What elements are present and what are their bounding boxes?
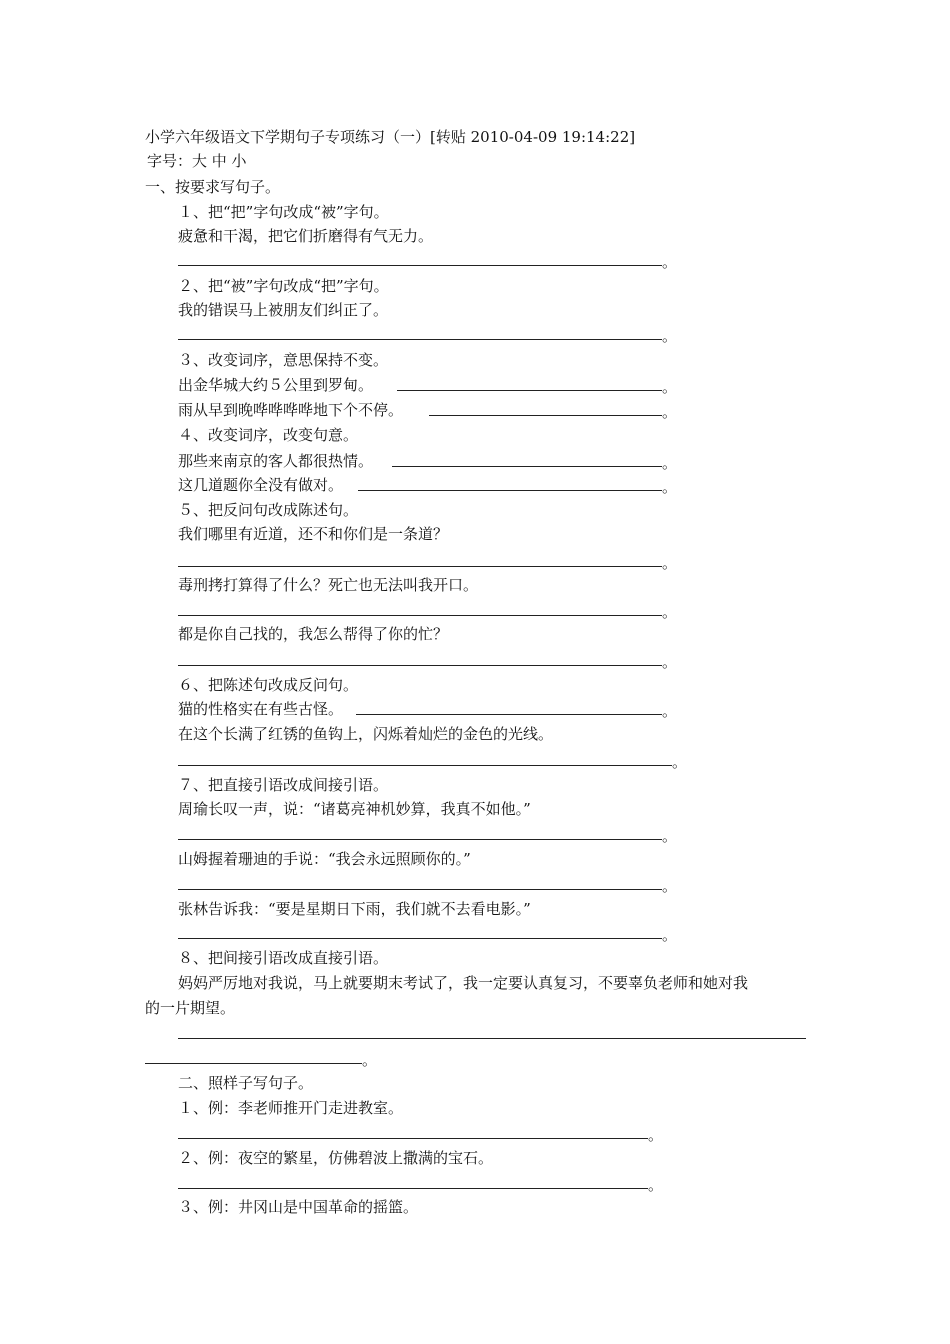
- q4-answer-line-b: [358, 490, 662, 491]
- q3-sentence-a: 出金华城大约５公里到罗甸。: [178, 376, 374, 394]
- q5-sentence-a: 我们哪里有近道，还不和你们是一条道？: [178, 525, 449, 543]
- q8-sentence-line2: 的一片期望。: [145, 999, 236, 1017]
- q5-answer-line-c: [178, 665, 662, 666]
- q6-sentence-b: 在这个长满了红锈的鱼钩上，闪烁着灿烂的金色的光线。: [178, 725, 554, 743]
- q6-period-a: 。: [662, 702, 678, 720]
- q5-instruction: ５、把反问句改成陈述句。: [178, 501, 359, 519]
- s2-q1-answer-line: [178, 1138, 648, 1139]
- q4-period-a: 。: [662, 454, 678, 472]
- s2-q2-period: 。: [648, 1176, 664, 1194]
- s2-q2-example: ２、例：夜空的繁星，仿佛碧波上撒满的宝石。: [178, 1149, 494, 1167]
- s2-q2-answer-line: [178, 1188, 648, 1189]
- q1-answer-line: [178, 265, 662, 266]
- q4-answer-line-a: [392, 466, 662, 467]
- q7-sentence-c: 张林告诉我：“要是星期日下雨，我们就不去看电影。”: [178, 900, 531, 918]
- q3-answer-line-b: [429, 415, 662, 416]
- font-size-selector[interactable]: 字号：大 中 小: [147, 152, 247, 170]
- q7-period-a: 。: [662, 827, 678, 845]
- q6-instruction: ６、把陈述句改成反问句。: [178, 676, 359, 694]
- q8-period: 。: [362, 1051, 378, 1069]
- s2-q1-example: １、例：李老师推开门走进教室。: [178, 1099, 404, 1117]
- q7-period-c: 。: [662, 926, 678, 944]
- q2-sentence: 我的错误马上被朋友们纠正了。: [178, 301, 389, 319]
- q5-period-a: 。: [662, 554, 678, 572]
- q5-sentence-c: 都是你自己找的，我怎么帮得了你的忙？: [178, 625, 449, 643]
- q6-answer-line-b: [178, 765, 672, 766]
- q3-period-b: 。: [662, 403, 678, 421]
- q7-instruction: ７、把直接引语改成间接引语。: [178, 776, 389, 794]
- q4-instruction: ４、改变词序，改变句意。: [178, 426, 359, 444]
- q5-period-b: 。: [662, 603, 678, 621]
- s2-q1-period: 。: [648, 1126, 664, 1144]
- q3-period-a: 。: [662, 378, 678, 396]
- q1-instruction: １、把“把”字句改成“被”字句。: [178, 203, 389, 221]
- q8-instruction: ８、把间接引语改成直接引语。: [178, 949, 389, 967]
- q5-answer-line-b: [178, 615, 662, 616]
- q7-answer-line-c: [178, 938, 662, 939]
- section-1-heading: 一、按要求写句子。: [145, 178, 281, 196]
- q5-answer-line-a: [178, 566, 662, 567]
- q3-instruction: ３、改变词序，意思保持不变。: [178, 351, 389, 369]
- q4-sentence-a: 那些来南京的客人都很热情。: [178, 452, 374, 470]
- q5-sentence-b: 毒刑拷打算得了什么？死亡也无法叫我开口。: [178, 576, 479, 594]
- q6-period-b: 。: [672, 753, 688, 771]
- q7-answer-line-a: [178, 839, 662, 840]
- q4-period-b: 。: [662, 478, 678, 496]
- q7-sentence-b: 山姆握着珊迪的手说：“我会永远照顾你的。”: [178, 850, 471, 868]
- q4-sentence-b: 这几道题你全没有做对。: [178, 476, 344, 494]
- q3-sentence-b: 雨从早到晚哗哗哗哗地下个不停。: [178, 401, 404, 419]
- q3-answer-line-a: [397, 390, 662, 391]
- q1-sentence: 疲惫和干渴，把它们折磨得有气无力。: [178, 227, 434, 245]
- q6-answer-line-a: [356, 714, 662, 715]
- q6-sentence-a: 猫的性格实在有些古怪。: [178, 700, 344, 718]
- q7-period-b: 。: [662, 877, 678, 895]
- q5-period-c: 。: [662, 653, 678, 671]
- q7-sentence-a: 周瑜长叹一声，说：“诸葛亮神机妙算，我真不如他。”: [178, 800, 531, 818]
- q2-answer-line: [178, 339, 662, 340]
- section-2-heading: 二、照样子写句子。: [178, 1074, 314, 1092]
- q2-period: 。: [662, 327, 678, 345]
- q8-answer-line-1: [178, 1038, 806, 1039]
- q2-instruction: ２、把“被”字句改成“把”字句。: [178, 277, 389, 295]
- q1-period: 。: [662, 253, 678, 271]
- s2-q3-example: ３、例：井冈山是中国革命的摇篮。: [178, 1198, 419, 1216]
- q8-sentence-line1: 妈妈严厉地对我说，马上就要期末考试了，我一定要认真复习，不要辜负老师和她对我: [178, 974, 749, 992]
- document-title: 小学六年级语文下学期句子专项练习（一）[转贴 2010-04-09 19:14:22]: [145, 128, 636, 146]
- q7-answer-line-b: [178, 889, 662, 890]
- q8-answer-line-2: [145, 1063, 362, 1064]
